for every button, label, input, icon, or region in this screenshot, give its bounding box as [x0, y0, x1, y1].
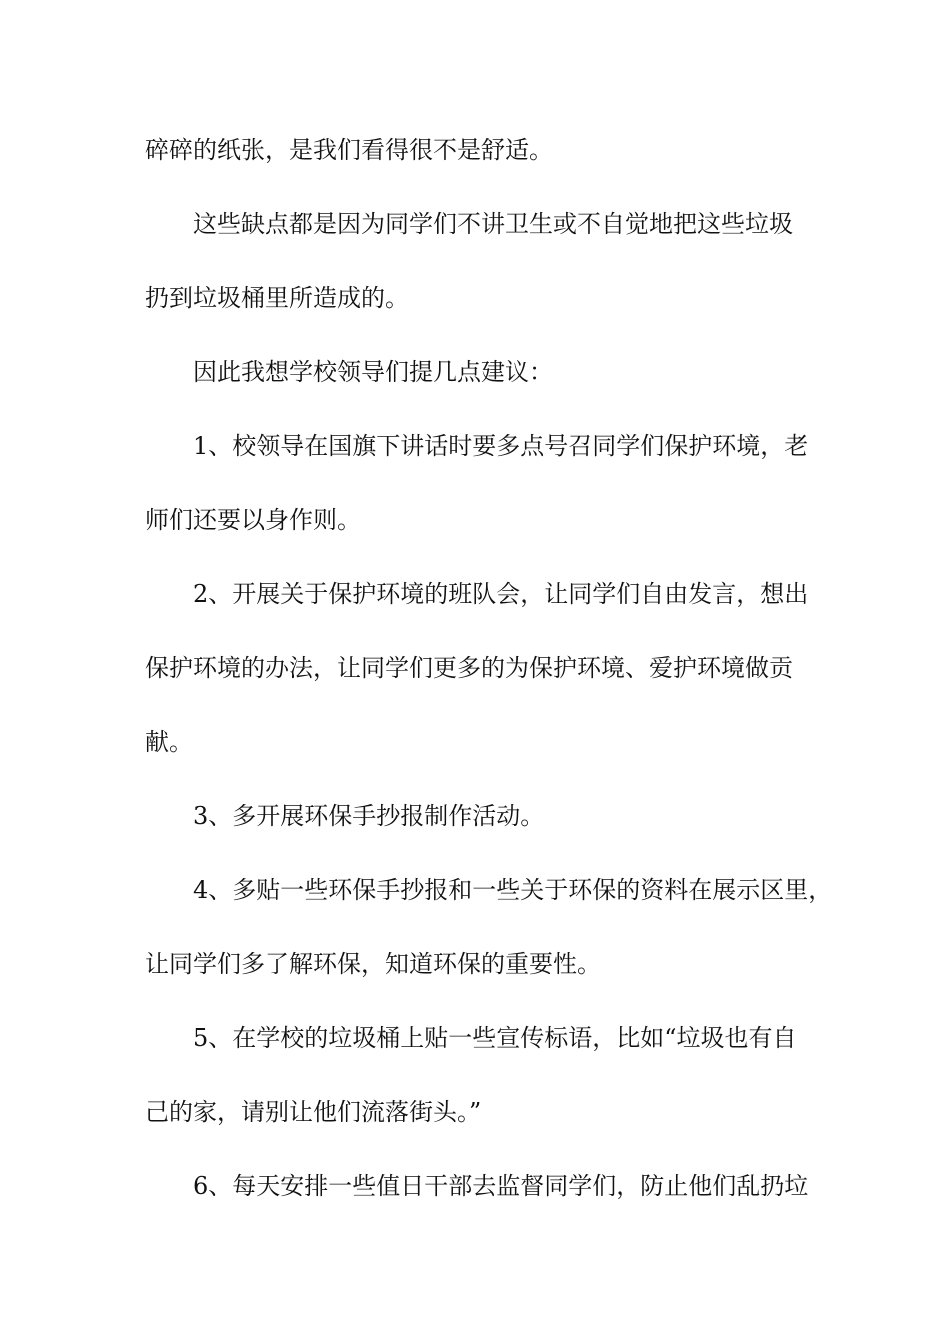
text-line-10: 3、多开展环保手抄报制作活动。 — [193, 802, 545, 830]
text-line-4: 因此我想学校领导们提几点建议： — [193, 358, 553, 386]
text-line-8: 保护环境的办法，让同学们更多的为保护环境、爱护环境做贡 — [145, 654, 793, 682]
text-line-5: 1、校领导在国旗下讲话时要多点号召同学们保护环境，老 — [193, 432, 809, 460]
text-line-15: 6、每天安排一些值日干部去监督同学们，防止他们乱扔垃 — [193, 1172, 809, 1200]
text-line-12: 让同学们多了解环保，知道环保的重要性。 — [145, 950, 601, 978]
text-line-13: 5、在学校的垃圾桶上贴一些宣传标语，比如“垃圾也有自 — [193, 1024, 797, 1052]
document-body — [145, 126, 833, 1236]
text-line-9: 献。 — [145, 728, 193, 756]
text-line-2: 这些缺点都是因为同学们不讲卫生或不自觉地把这些垃圾 — [193, 210, 793, 238]
text-line-6: 师们还要以身作则。 — [145, 506, 361, 534]
text-line-11: 4、多贴一些环保手抄报和一些关于环保的资料在展示区里， — [193, 876, 833, 904]
text-line-1: 碎碎的纸张，是我们看得很不是舒适。 — [145, 136, 553, 164]
text-line-7: 2、开展关于保护环境的班队会，让同学们自由发言，想出 — [193, 580, 809, 608]
text-line-3: 扔到垃圾桶里所造成的。 — [145, 284, 409, 312]
text-line-14: 己的家，请别让他们流落街头。” — [145, 1098, 482, 1126]
